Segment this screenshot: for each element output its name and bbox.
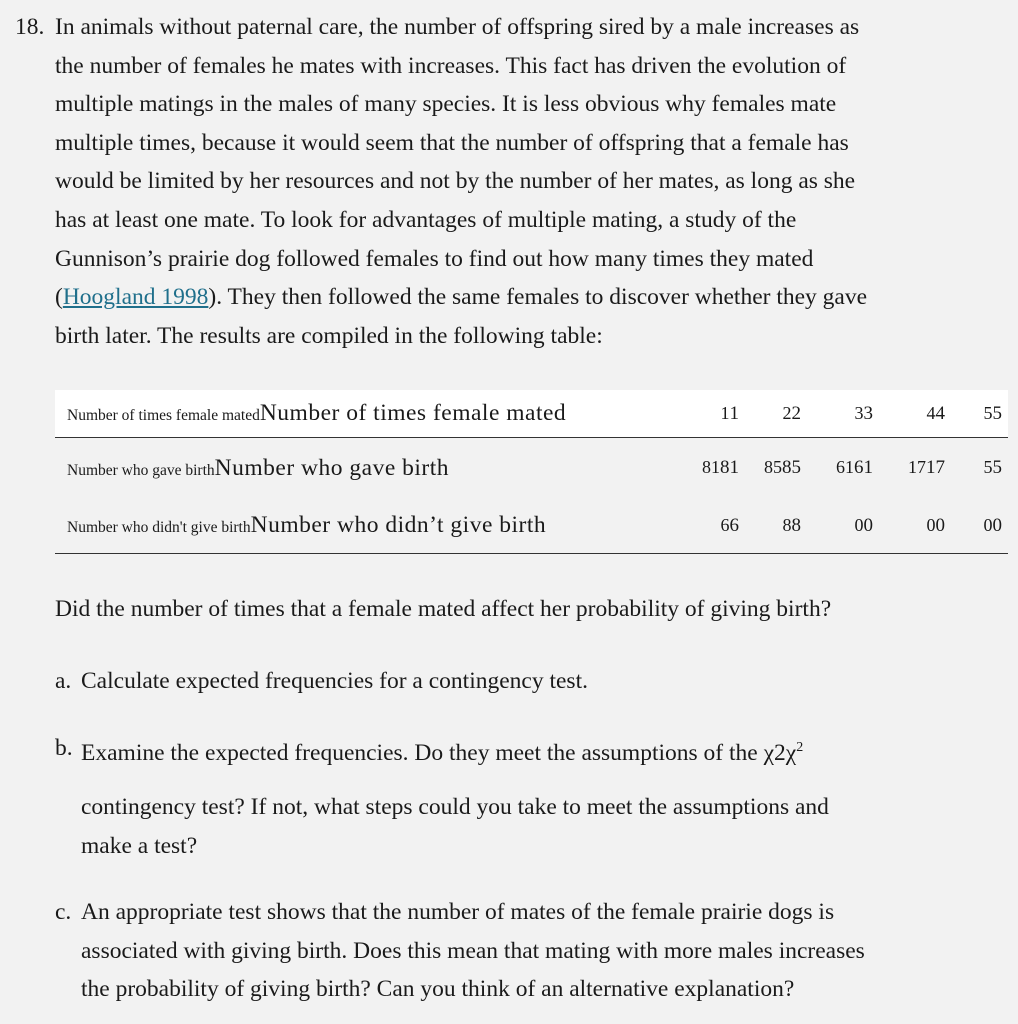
part-text: Examine the expected frequencies. Do they meet the assumptions of the $\chi 2\chi^2$ (81, 739, 804, 766)
table-cell: 66 (695, 498, 745, 554)
table-row (55, 390, 1008, 438)
part-text-line: associated with giving birth. Does this mean that mating with more males increases (81, 937, 865, 964)
question-line: has at least one mate. To look for advantages of multiple mating, a study of the (55, 206, 797, 233)
part-c (55, 893, 981, 1009)
chi-square-symbol: $\chi 2\chi^2$ (763, 739, 804, 766)
table-cell: 22 (745, 390, 807, 438)
question-line: birth later. The results are compiled in the following table: (55, 322, 603, 349)
part-letter: a. (55, 668, 72, 694)
part-b-continued (55, 788, 981, 865)
part-a (55, 662, 981, 701)
question-line (55, 278, 1000, 317)
question-line: multiple times, because it would seem that the number of offspring that a female has (55, 129, 849, 156)
part-text: Calculate expected frequencies for a contingency test. (81, 668, 588, 694)
table-cell: 55 (951, 390, 1008, 438)
table-cell: 6161 (807, 438, 879, 499)
table-cell: 55 (951, 438, 1008, 499)
data-table (55, 390, 1008, 554)
table-cell: 11 (695, 390, 745, 438)
prompt-question: Did the number of times that a female mated affect her probability of giving birth? (55, 596, 832, 622)
part-letter: c. (55, 899, 72, 925)
part-text-line: contingency test? If not, what steps could you take to meet the assumptions and (81, 794, 829, 820)
table-cell: 00 (807, 498, 879, 554)
table-cell: 88 (745, 498, 807, 554)
question-line: In animals without paternal care, the number of offspring sired by a male increases as (55, 14, 860, 40)
citation-link[interactable]: Hoogland 1998 (62, 284, 209, 311)
question-line: would be limited by her resources and not by the number of her mates, as long as she (55, 168, 856, 195)
table-cell: 8585 (745, 438, 807, 499)
question-paragraph (55, 8, 1000, 355)
part-text-line: An appropriate test shows that the number of mates of the female prairie dogs is (81, 899, 835, 925)
question-line-rest: ). They then followed the same females to discover whether they gave (208, 284, 868, 311)
table-cell: 8181 (695, 438, 745, 499)
table-cell: 33 (807, 390, 879, 438)
table-cell: 00 (879, 498, 951, 554)
part-letter: b. (55, 735, 73, 761)
table-row (55, 498, 1008, 554)
question-number: 18. (15, 14, 45, 40)
table-cell: 00 (951, 498, 1008, 554)
question-line: the number of females he mates with increases. This fact has driven the evolution of (55, 52, 847, 79)
row-label: Number of times female matedNumber of times female mated (55, 390, 695, 438)
part-text-line: the probability of giving birth? Can you think of an alternative explanation? (81, 976, 795, 1003)
row-label: Number who gave birthNumber who gave birth (55, 438, 695, 499)
table-row (55, 438, 1008, 499)
part-b (55, 729, 981, 772)
table-cell: 44 (879, 390, 951, 438)
table-cell: 1717 (879, 438, 951, 499)
part-text-line: make a test? (81, 832, 198, 859)
question-line: Gunnison’s prairie dog followed females to find out how many times they mated (55, 245, 814, 272)
question-line: multiple matings in the males of many species. It is less obvious why females mate (55, 91, 837, 118)
question-block (15, 8, 1000, 355)
paren-open: ( (55, 284, 63, 311)
row-label: Number who didn't give birthNumber who didn’t give birth (55, 498, 695, 554)
